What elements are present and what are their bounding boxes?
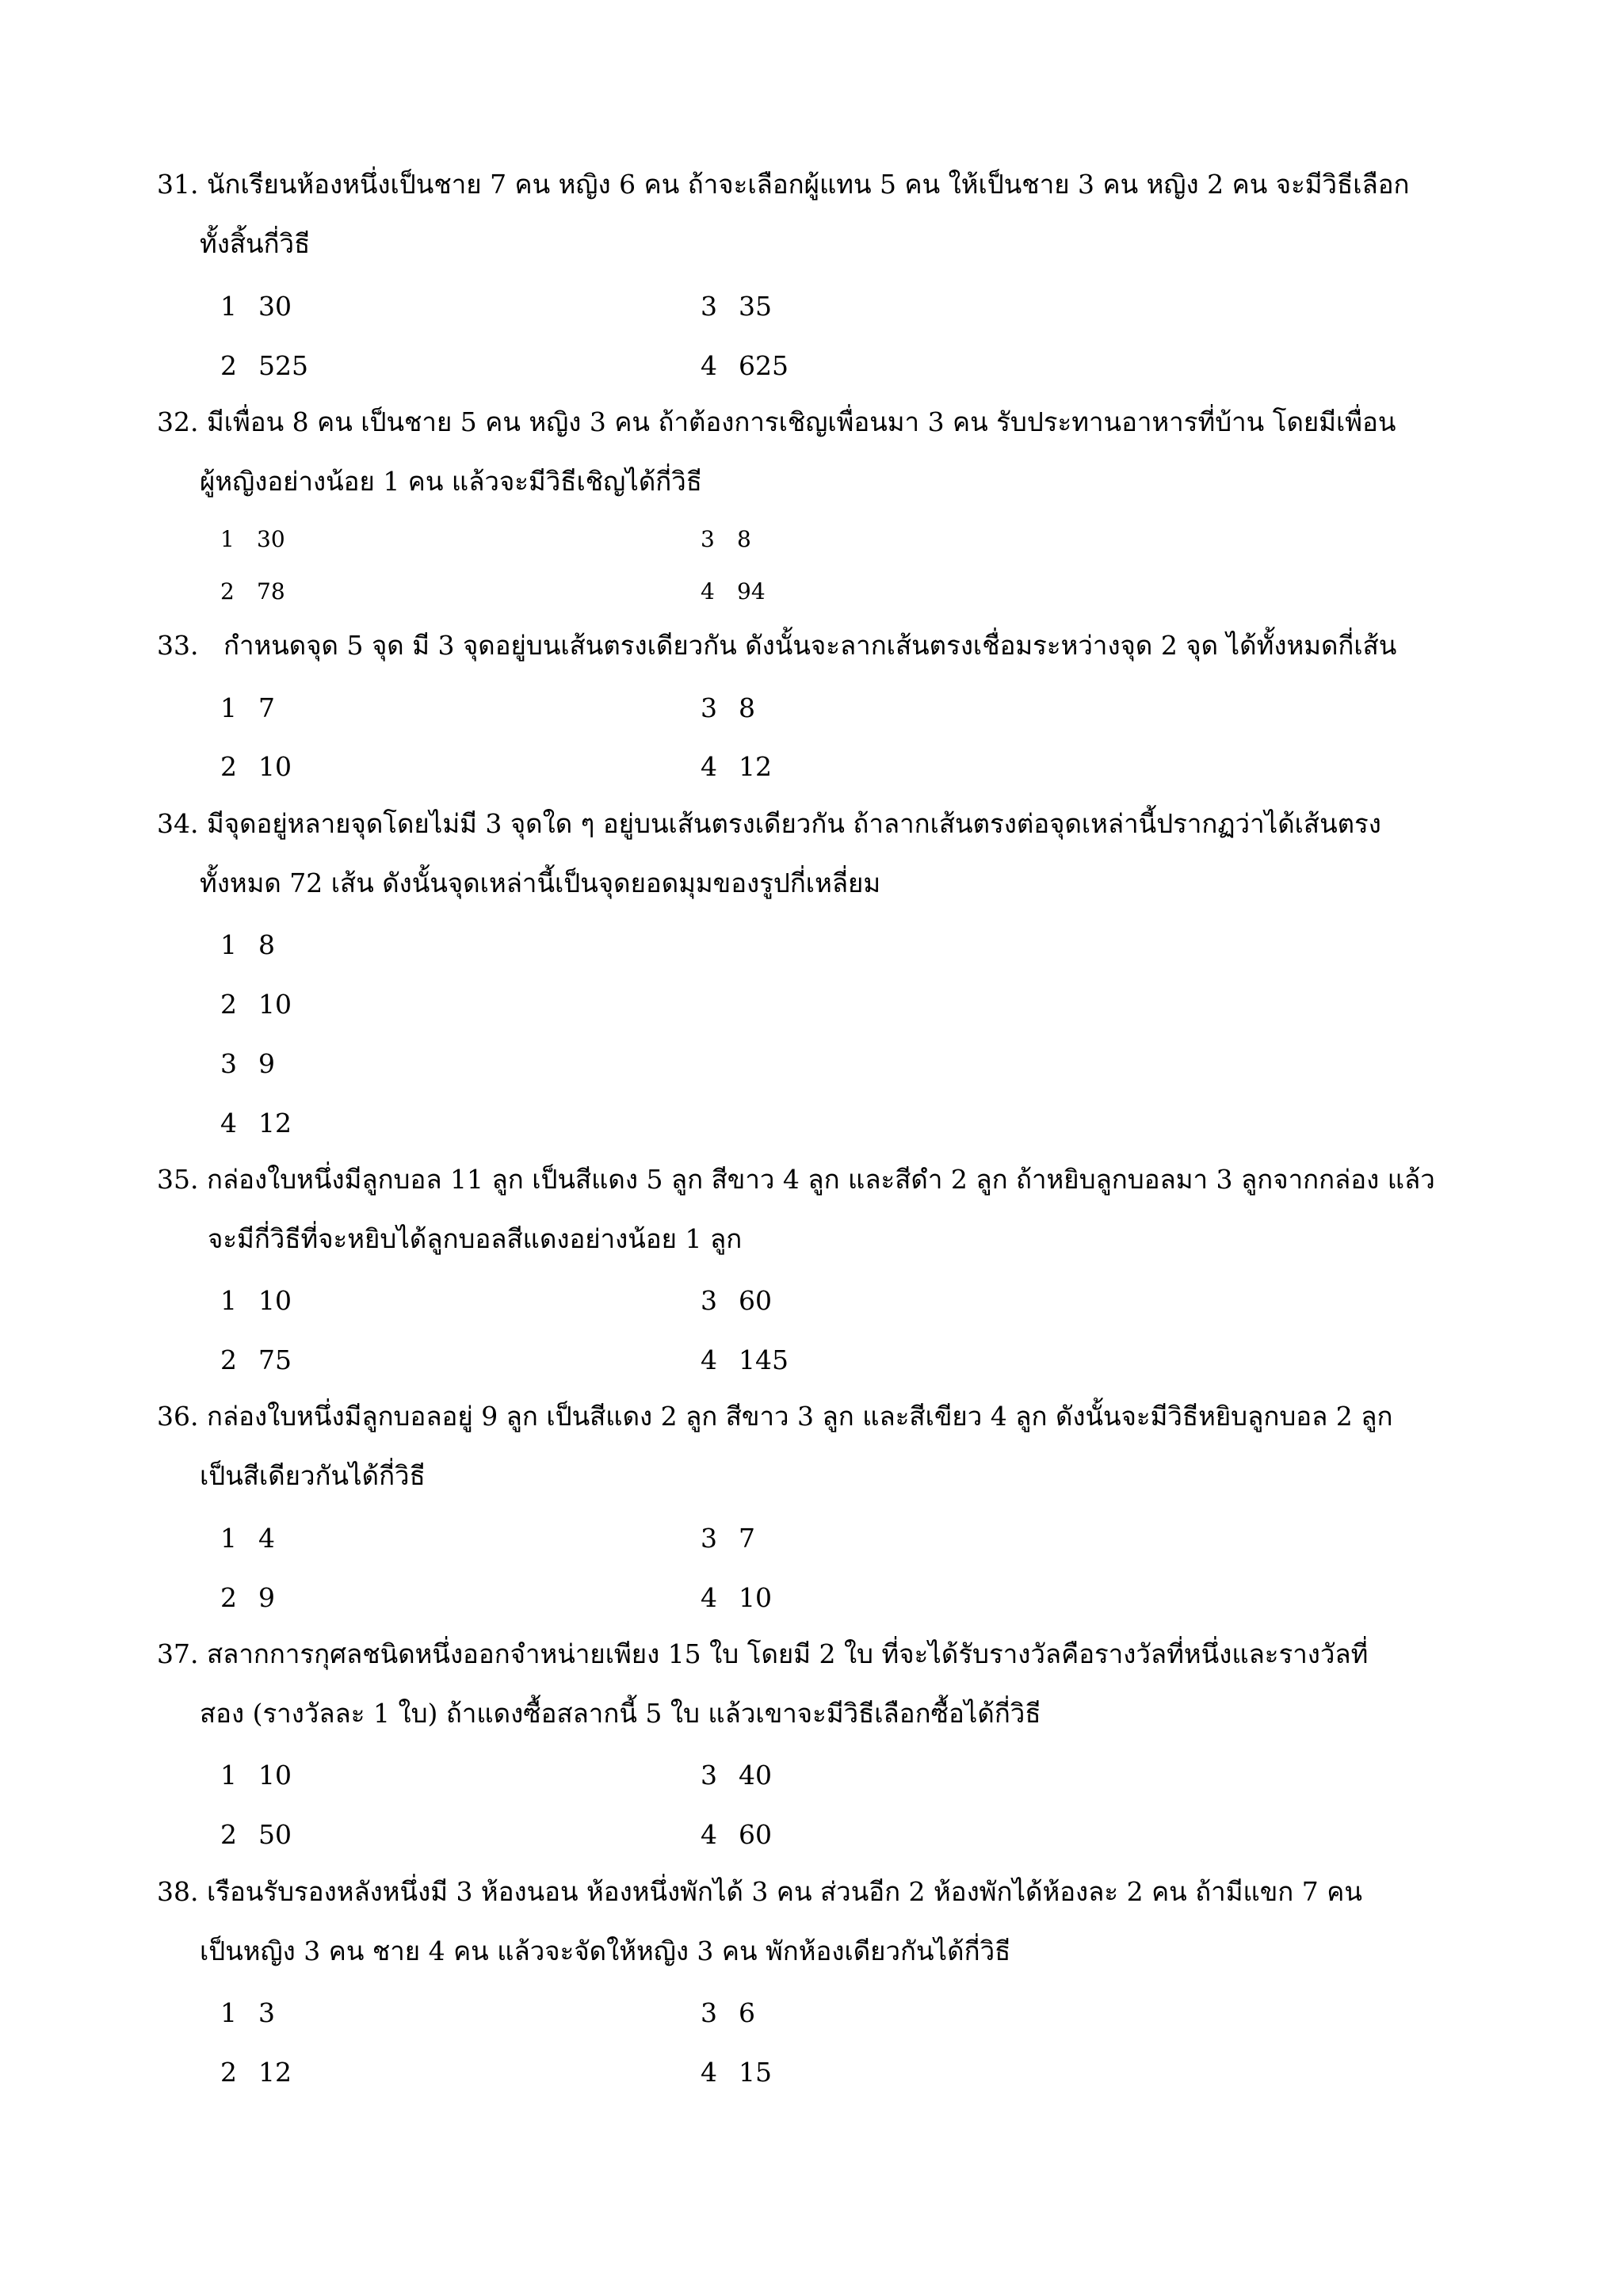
option-number: 2 bbox=[220, 578, 235, 605]
question-text-line: มีจุดอยู่หลายจุดโดยไม่มี 3 จุดใด ๆ อยู่บนเส้นตรงเดียวกัน ถ้าลากเส้นตรงต่อจุดเหล่านี้ปรากฏว่าได้เส้นตรง bbox=[206, 808, 1381, 839]
question-37 bbox=[157, 1640, 1368, 1669]
question-number: 37. bbox=[157, 1638, 199, 1669]
option-34-2 bbox=[220, 989, 292, 1020]
question-number: 33. bbox=[157, 630, 199, 661]
option-37-3 bbox=[701, 1760, 772, 1791]
question-number: 38. bbox=[157, 1876, 199, 1907]
option-value: 40 bbox=[739, 1760, 772, 1791]
option-number: 3 bbox=[701, 692, 717, 723]
question-number: 31. bbox=[157, 169, 199, 200]
option-36-3 bbox=[701, 1523, 755, 1554]
option-value: 10 bbox=[258, 1285, 292, 1316]
question-text-line: กล่องใบหนึ่งมีลูกบอลอยู่ 9 ลูก เป็นสีแดง 2 ลูก สีขาว 3 ลูก และสีเขียว 4 ลูก ดังนั้นจะมีวิธีหยิบลูกบอล 2 ลูก bbox=[206, 1401, 1393, 1432]
option-number: 3 bbox=[701, 291, 717, 322]
option-value: 60 bbox=[739, 1285, 772, 1316]
option-36-2 bbox=[220, 1582, 275, 1613]
option-value: 8 bbox=[739, 692, 755, 723]
option-number: 4 bbox=[701, 350, 717, 381]
option-number: 3 bbox=[701, 1997, 717, 2028]
option-value: 15 bbox=[739, 2057, 772, 2088]
option-number: 1 bbox=[220, 1523, 237, 1554]
option-number: 4 bbox=[701, 1819, 717, 1850]
option-value: 12 bbox=[739, 751, 772, 782]
question-number: 34. bbox=[157, 808, 199, 839]
option-number: 3 bbox=[220, 1048, 237, 1079]
option-31-1 bbox=[220, 291, 292, 322]
option-38-2 bbox=[220, 2057, 292, 2088]
question-text-line: ผู้หญิงอย่างน้อย 1 คน แล้วจะมีวิธีเชิญได้กี่วิธี bbox=[200, 466, 702, 497]
option-32-3 bbox=[701, 526, 751, 552]
option-number: 1 bbox=[220, 1997, 237, 2028]
option-35-2 bbox=[220, 1344, 292, 1375]
option-36-4 bbox=[701, 1582, 772, 1613]
question-text-line: สอง (รางวัลละ 1 ใบ) ถ้าแดงซื้อสลากนี้ 5 ใบ แล้วเขาจะมีวิธีเลือกซื้อได้กี่วิธี bbox=[200, 1698, 1041, 1729]
option-number: 2 bbox=[220, 1819, 237, 1850]
question-text-line: กล่องใบหนึ่งมีลูกบอล 11 ลูก เป็นสีแดง 5 ลูก สีขาว 4 ลูก และสีดำ 2 ลูก ถ้าหยิบลูกบอลมา 3 ลูกจากกล่อง แล้ว bbox=[206, 1164, 1435, 1195]
question-32 bbox=[157, 408, 1396, 437]
option-value: 9 bbox=[258, 1582, 275, 1613]
option-37-4 bbox=[701, 1819, 772, 1850]
option-number: 2 bbox=[220, 1582, 237, 1613]
option-value: 35 bbox=[739, 291, 772, 322]
option-31-3 bbox=[701, 291, 772, 322]
option-value: 30 bbox=[257, 526, 285, 552]
option-number: 1 bbox=[220, 1285, 237, 1316]
option-value: 7 bbox=[739, 1523, 755, 1554]
option-33-3 bbox=[701, 692, 755, 723]
question-36 bbox=[157, 1402, 1393, 1431]
question-number: 32. bbox=[157, 406, 199, 437]
option-value: 10 bbox=[739, 1582, 772, 1613]
option-value: 12 bbox=[258, 2057, 292, 2088]
option-32-2 bbox=[220, 578, 285, 605]
question-text-line: มีเพื่อน 8 คน เป็นชาย 5 คน หญิง 3 คน ถ้าต้องการเชิญเพื่อนมา 3 คน รับประทานอาหารที่บ้าน โดยมีเพื่อน bbox=[206, 406, 1396, 437]
option-value: 75 bbox=[258, 1344, 292, 1375]
option-value: 10 bbox=[258, 1760, 292, 1791]
option-number: 4 bbox=[701, 1582, 717, 1613]
option-number: 2 bbox=[220, 2057, 237, 2088]
question-number: 36. bbox=[157, 1401, 199, 1432]
option-38-3 bbox=[701, 1997, 755, 2028]
question-text-line: สลากการกุศลชนิดหนึ่งออกจำหน่ายเพียง 15 ใบ โดยมี 2 ใบ ที่จะได้รับรางวัลคือรางวัลที่หนึ่งและรางวัลที่ bbox=[206, 1638, 1369, 1669]
option-number: 1 bbox=[220, 692, 237, 723]
option-value: 10 bbox=[258, 751, 292, 782]
option-value: 12 bbox=[258, 1108, 292, 1138]
option-number: 1 bbox=[220, 1760, 237, 1791]
question-text-line: เป็นสีเดียวกันได้กี่วิธี bbox=[200, 1460, 426, 1491]
question-35 bbox=[157, 1165, 1435, 1194]
option-number: 1 bbox=[220, 526, 235, 552]
option-number: 1 bbox=[220, 929, 237, 960]
option-value: 50 bbox=[258, 1819, 292, 1850]
option-number: 3 bbox=[701, 526, 715, 552]
option-number: 4 bbox=[220, 1108, 237, 1138]
option-34-1 bbox=[220, 929, 275, 960]
option-value: 78 bbox=[257, 578, 285, 605]
option-number: 2 bbox=[220, 1344, 237, 1375]
option-number: 3 bbox=[701, 1760, 717, 1791]
option-value: 525 bbox=[258, 350, 308, 381]
question-text-line: เป็นหญิง 3 คน ชาย 4 คน แล้วจะจัดให้หญิง 3 คน พักห้องเดียวกันได้กี่วิธี bbox=[200, 1936, 1011, 1966]
option-38-4 bbox=[701, 2057, 772, 2088]
option-value: 6 bbox=[739, 1997, 755, 2028]
option-35-3 bbox=[701, 1285, 772, 1316]
option-number: 4 bbox=[701, 751, 717, 782]
question-31 bbox=[157, 170, 1410, 199]
option-35-1 bbox=[220, 1285, 292, 1316]
option-number: 3 bbox=[701, 1285, 717, 1316]
option-32-4 bbox=[701, 578, 766, 605]
option-31-2 bbox=[220, 350, 308, 381]
option-value: 8 bbox=[737, 526, 751, 552]
option-value: 8 bbox=[258, 929, 275, 960]
option-33-4 bbox=[701, 751, 772, 782]
option-35-4 bbox=[701, 1344, 789, 1375]
question-text-line: ทั้งหมด 72 เส้น ดังนั้นจุดเหล่านี้เป็นจุดยอดมุมของรูปกี่เหลี่ยม bbox=[200, 868, 881, 898]
option-value: 9 bbox=[258, 1048, 275, 1079]
option-value: 60 bbox=[739, 1819, 772, 1850]
option-37-2 bbox=[220, 1819, 292, 1850]
option-37-1 bbox=[220, 1760, 292, 1791]
option-number: 3 bbox=[701, 1523, 717, 1554]
question-text-line: ทั้งสิ้นกี่วิธี bbox=[200, 228, 311, 259]
option-value: 10 bbox=[258, 989, 292, 1020]
option-36-1 bbox=[220, 1523, 275, 1554]
option-33-1 bbox=[220, 692, 275, 723]
option-number: 2 bbox=[220, 989, 237, 1020]
option-number: 1 bbox=[220, 291, 237, 322]
option-value: 145 bbox=[739, 1344, 789, 1375]
option-number: 4 bbox=[701, 2057, 717, 2088]
question-text-line: เรือนรับรองหลังหนึ่งมี 3 ห้องนอน ห้องหนึ่งพักได้ 3 คน ส่วนอีก 2 ห้องพักได้ห้องละ 2 คน ถ้ามีแขก 7 คน bbox=[206, 1876, 1362, 1907]
option-34-4 bbox=[220, 1108, 292, 1138]
option-38-1 bbox=[220, 1997, 275, 2028]
option-33-2 bbox=[220, 751, 292, 782]
option-34-3 bbox=[220, 1048, 275, 1079]
question-number: 35. bbox=[157, 1164, 199, 1195]
option-value: 94 bbox=[737, 578, 766, 605]
option-value: 7 bbox=[258, 692, 275, 723]
option-value: 625 bbox=[739, 350, 789, 381]
option-number: 2 bbox=[220, 350, 237, 381]
option-value: 4 bbox=[258, 1523, 275, 1554]
option-value: 3 bbox=[258, 1997, 275, 2028]
question-text-line: กำหนดจุด 5 จุด มี 3 จุดอยู่บนเส้นตรงเดียวกัน ดังนั้นจะลากเส้นตรงเชื่อมระหว่างจุด 2 จุด ได้ทั้งหมดกี่เส้น bbox=[223, 630, 1397, 661]
question-text-line: จะมีกี่วิธีที่จะหยิบได้ลูกบอลสีแดงอย่างน้อย 1 ลูก bbox=[208, 1223, 743, 1254]
question-text-line: นักเรียนห้องหนึ่งเป็นชาย 7 คน หญิง 6 คน ถ้าจะเลือกผู้แทน 5 คน ให้เป็นชาย 3 คน หญิง 2 คน จะมีวิธีเลือก bbox=[206, 169, 1410, 200]
option-31-4 bbox=[701, 350, 789, 381]
option-value: 30 bbox=[258, 291, 292, 322]
option-number: 2 bbox=[220, 751, 237, 782]
option-number: 4 bbox=[701, 1344, 717, 1375]
question-38 bbox=[157, 1878, 1362, 1906]
question-34 bbox=[157, 810, 1381, 838]
question-33 bbox=[157, 631, 1396, 660]
option-32-1 bbox=[220, 526, 285, 552]
option-number: 4 bbox=[701, 578, 715, 605]
